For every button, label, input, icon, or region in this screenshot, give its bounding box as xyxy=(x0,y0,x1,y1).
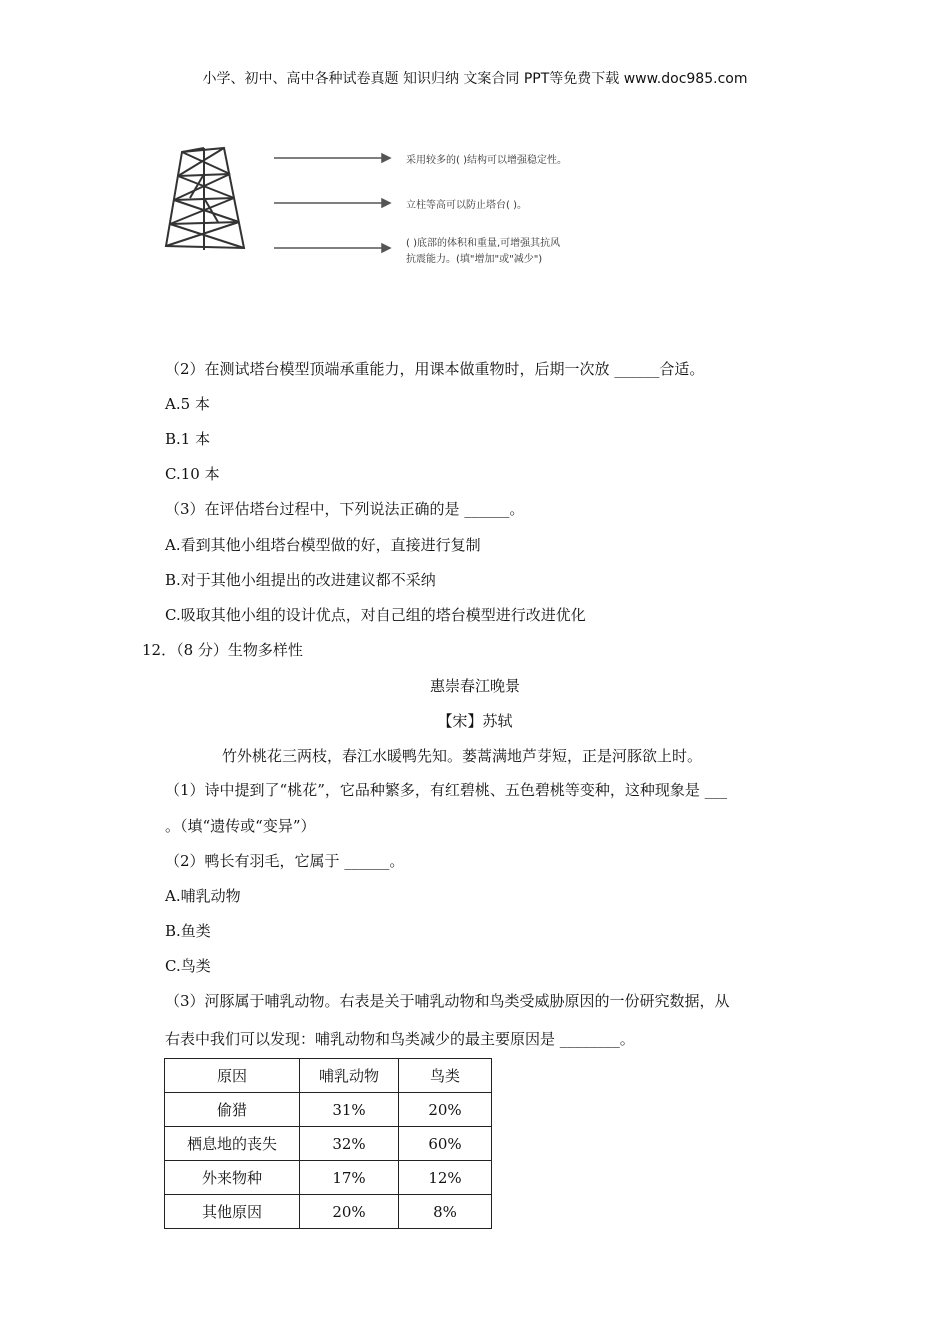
table-cell: 12% xyxy=(399,1161,492,1195)
figure-label-3: ( )底部的体积和重量,可增强其抗风 xyxy=(406,238,561,249)
figure-label-4: 抗震能力。(填"增加"或"减少") xyxy=(406,254,543,265)
figure-label-2: 立柱等高可以防止塔台( )。 xyxy=(406,200,527,211)
tower-diagram-icon xyxy=(160,140,640,280)
table-cell: 32% xyxy=(300,1127,399,1161)
table-cell: 20% xyxy=(300,1195,399,1229)
q12-part3-line2: 右表中我们可以发现：哺乳动物和鸟类减少的最主要原因是 ________。 xyxy=(165,1030,635,1048)
q12-part2-option-c: C.鸟类 xyxy=(165,957,211,975)
q11-part3-option-c: C.吸取其他小组的设计优点，对自己组的塔台模型进行改进优化 xyxy=(165,606,586,624)
table-cell: 外来物种 xyxy=(165,1161,300,1195)
table-cell: 17% xyxy=(300,1161,399,1195)
q11-part2-option-a: A.5 本 xyxy=(165,395,210,413)
table-cell: 20% xyxy=(399,1093,492,1127)
figure-label-1: 采用较多的( )结构可以增强稳定性。 xyxy=(406,155,567,166)
q11-part2-option-c: C.10 本 xyxy=(165,465,220,483)
q11-part3-option-a: A.看到其他小组塔台模型做的好，直接进行复制 xyxy=(165,536,481,554)
table-header: 哺乳动物 xyxy=(300,1059,399,1093)
table-cell: 8% xyxy=(399,1195,492,1229)
table-header: 原因 xyxy=(165,1059,300,1093)
table-row xyxy=(165,1161,492,1195)
threat-cause-table xyxy=(164,1058,492,1229)
poem-title: 惠崇春江晚景 xyxy=(429,677,520,695)
table-row xyxy=(165,1127,492,1161)
page-header: 小学、初中、高中各种试卷真题 知识归纳 文案合同 PPT等免费下载 www.doc985.com xyxy=(202,71,748,87)
poem-text: 竹外桃花三两枝，春江水暖鸭先知。蒌蒿满地芦芽短，正是河豚欲上时。 xyxy=(222,747,703,765)
table-row xyxy=(165,1093,492,1127)
q12-part2-option-a: A.哺乳动物 xyxy=(165,887,241,905)
q11-part3-option-b: B.对于其他小组提出的改进建议都不采纳 xyxy=(165,571,436,589)
poem-author: 【宋】苏轼 xyxy=(437,712,513,730)
table-cell: 60% xyxy=(399,1127,492,1161)
table-row xyxy=(165,1195,492,1229)
q12-part2: （2）鸭长有羽毛，它属于 ______。 xyxy=(165,852,405,870)
q11-part2-option-b: B.1 本 xyxy=(165,430,211,448)
q11-part3: （3）在评估塔台过程中，下列说法正确的是 ______。 xyxy=(165,500,525,518)
tower-figure xyxy=(160,140,640,280)
table-cell: 其他原因 xyxy=(165,1195,300,1229)
table-cell: 31% xyxy=(300,1093,399,1127)
q12-part1-line2: 。（填“遗传或“变异”） xyxy=(165,817,316,835)
q12-part3-line1: （3）河豚属于哺乳动物。右表是关于哺乳动物和鸟类受威胁原因的一份研究数据，从 xyxy=(165,992,730,1010)
table-header-row xyxy=(165,1059,492,1093)
table-cell: 栖息地的丧失 xyxy=(165,1127,300,1161)
q11-part2: （2）在测试塔台模型顶端承重能力，用课本做重物时，后期一次放 ______合适。 xyxy=(165,360,705,378)
q12-heading: 12．（8 分）生物多样性 xyxy=(142,641,303,659)
table-header: 鸟类 xyxy=(399,1059,492,1093)
table-cell: 偷猎 xyxy=(165,1093,300,1127)
q12-part1-line1: （1）诗中提到了“桃花”，它品种繁多，有红碧桃、五色碧桃等变种，这种现象是 ___ xyxy=(165,781,728,799)
q12-part2-option-b: B.鱼类 xyxy=(165,922,211,940)
